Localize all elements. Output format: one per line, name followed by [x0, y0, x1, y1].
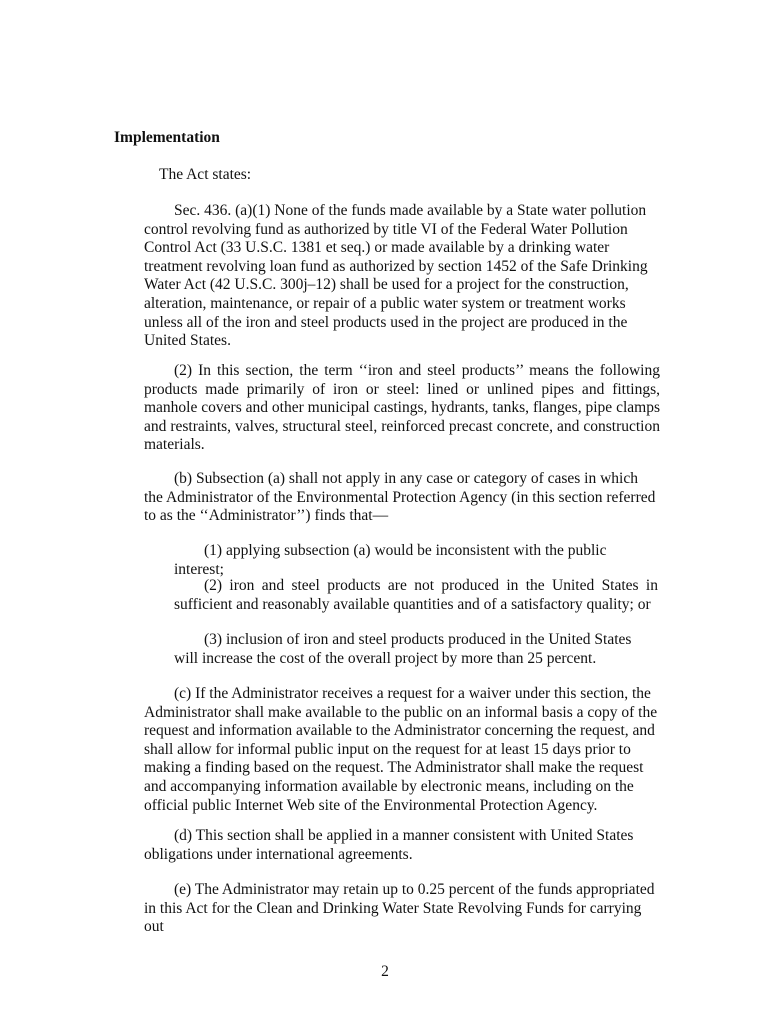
paragraph-e: (e) The Administrator may retain up to 0.25 percent of the funds appropriated in this Act for the Clean and Drinking Water State Revolving Funds for carrying out: [144, 881, 655, 936]
paragraph-c: (c) If the Administrator receives a request for a waiver under this section, the Administrator shall make available to the public on an informal basis a copy of the request and information available to the Administrator concerning the request, and shall allow for informal public input on the request for at least 15 days prior to making a finding based on the request. The Administrator shall make the request and accompanying information available by electronic means, including on the official public Internet Web site of the Environmental Protection Agency.: [144, 685, 658, 814]
paragraph-d: (d) This section shall be applied in a manner consistent with United States obligations under international agreements.: [144, 827, 634, 863]
paragraph-b3: (3) inclusion of iron and steel products produced in the United States will increase the cost of the overall project by more than 25 percent.: [174, 631, 632, 667]
paragraph-a2: (2) In this section, the term ‘‘iron and steel products’’ means the following products made primarily of iron or steel: lined or unlined pipes and fittings, manhole covers and other municipal castings, hydrants, tanks, flanges, pipe clamps and restraints, valves, structural steel, reinforced precast concrete, and construction materials.: [144, 362, 660, 454]
intro-text: The Act states:: [159, 166, 252, 183]
page-number: 2: [381, 963, 389, 980]
paragraph-b2: (2) iron and steel products are not produced in the United States in sufficient and reasonably available quantities and of a satisfactory quality; or: [174, 577, 658, 613]
paragraph-b1: (1) applying subsection (a) would be inconsistent with the public interest;: [174, 542, 607, 578]
paragraph-b: (b) Subsection (a) shall not apply in any case or category of cases in which the Administrator of the Environmental Protection Agency (in this section referred to as the ‘‘Administrator’’) finds that—: [144, 470, 656, 525]
section-heading: Implementation: [114, 129, 220, 146]
paragraph-a1: Sec. 436. (a)(1) None of the funds made available by a State water pollution control revolving fund as authorized by title VI of the Federal Water Pollution Control Act (33 U.S.C. 1381 et seq.) or made available by a drinking water treatment revolving loan fund as authorized by section 1452 of the Safe Drinking Water Act (42 U.S.C. 300j–12) shall be used for a project for the construction, alteration, maintenance, or repair of a public water system or treatment works unless all of the iron and steel products used in the project are produced in the United States.: [144, 202, 648, 350]
